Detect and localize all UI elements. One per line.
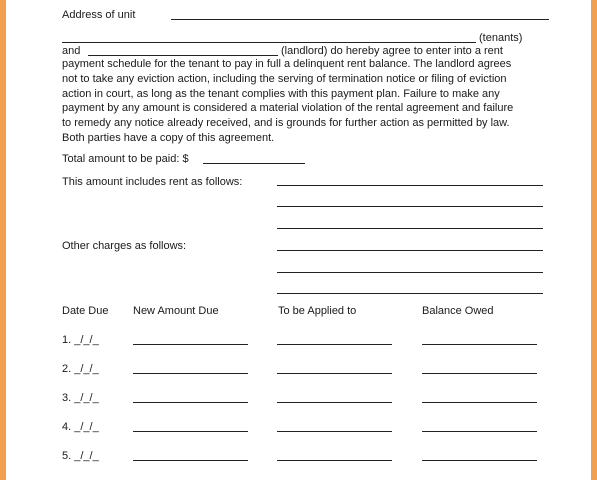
landlord-line: [88, 55, 278, 56]
agreement-paragraph: [62, 57, 547, 146]
header-to-be-applied: To be Applied to: [278, 305, 357, 317]
other-charges-label: Other charges as follows:: [62, 240, 187, 252]
row-applied-line[interactable]: [277, 402, 392, 403]
row-new-amount-line[interactable]: [133, 402, 248, 403]
row-date: 3. _/_/_: [62, 392, 99, 404]
row-applied-line[interactable]: [277, 373, 392, 374]
row-balance-line[interactable]: [422, 402, 537, 403]
agreement-line: action in court, as long as the tenant complies with this payment plan. Failure to make any: [62, 87, 500, 100]
row-balance-line[interactable]: [422, 344, 537, 345]
row-new-amount-line[interactable]: [133, 431, 248, 432]
other-line-3[interactable]: [277, 293, 543, 294]
row-date: 1. _/_/_: [62, 334, 99, 346]
row-new-amount-line[interactable]: [133, 344, 248, 345]
row-date: 4. _/_/_: [62, 421, 99, 433]
tenants-label: (tenants): [479, 32, 523, 44]
landlord-text: (landlord) do hereby agree to enter into a rent: [281, 45, 503, 57]
agreement-line: to remedy any notice already received, and is grounds for further action as permitted by law.: [62, 117, 510, 130]
tenants-line: [62, 42, 476, 43]
agreement-line: not to take any eviction action, including the serving of termination notice or filing of eviction: [62, 72, 507, 85]
row-balance-line[interactable]: [422, 373, 537, 374]
rent-label: This amount includes rent as follows:: [62, 176, 243, 188]
rent-line-2[interactable]: [277, 206, 543, 207]
rent-line-1[interactable]: [277, 185, 543, 186]
and-label: and: [62, 45, 81, 57]
address-label: Address of unit: [62, 9, 136, 21]
agreement-line: payment schedule for the tenant to pay in full a delinquent rent balance. The landlord agrees: [62, 58, 512, 70]
other-line-2[interactable]: [277, 272, 543, 273]
row-applied-line[interactable]: [277, 431, 392, 432]
header-date-due: Date Due: [62, 305, 109, 317]
agreement-line: Both parties have a copy of this agreement.: [62, 131, 275, 144]
row-applied-line[interactable]: [277, 460, 392, 461]
header-new-amount-due: New Amount Due: [133, 305, 219, 317]
row-balance-line[interactable]: [422, 431, 537, 432]
document-page: [6, 0, 591, 480]
other-line-1[interactable]: [277, 250, 543, 251]
row-date: 5. _/_/_: [62, 450, 99, 462]
page-frame-right: [591, 0, 597, 480]
row-date: 2. _/_/_: [62, 363, 99, 375]
row-new-amount-line[interactable]: [133, 373, 248, 374]
total-amount-line[interactable]: [203, 163, 305, 164]
row-balance-line[interactable]: [422, 460, 537, 461]
address-line: [171, 19, 549, 20]
total-amount-label: Total amount to be paid: $: [62, 153, 189, 165]
row-new-amount-line[interactable]: [133, 460, 248, 461]
agreement-line: payment by any amount is considered a material violation of the rental agreement and failure: [62, 102, 514, 115]
header-balance-owed: Balance Owed: [422, 305, 494, 317]
rent-line-3[interactable]: [277, 228, 543, 229]
row-applied-line[interactable]: [277, 344, 392, 345]
